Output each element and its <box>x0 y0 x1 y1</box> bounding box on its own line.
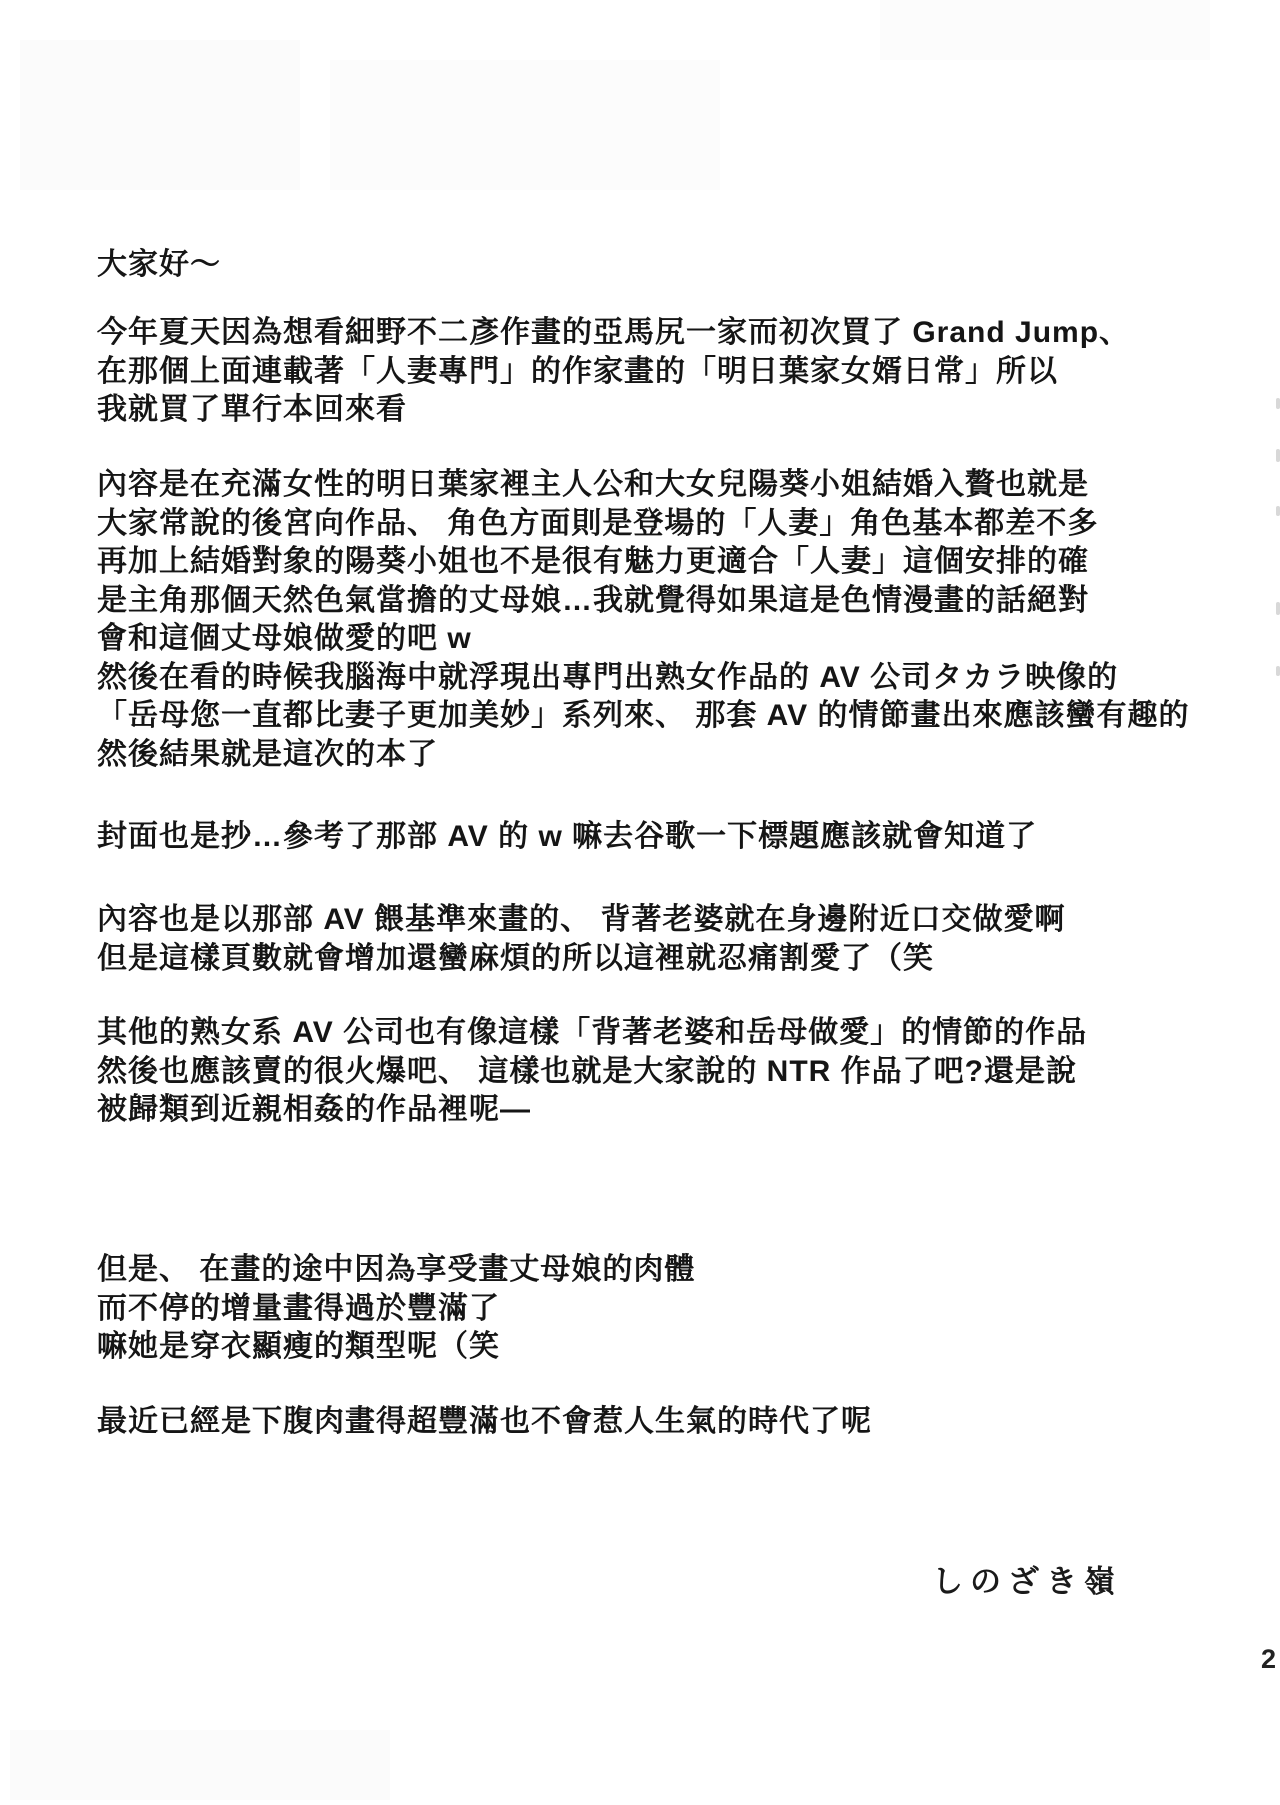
scan-bleed-artifact <box>10 1730 390 1800</box>
scan-bleed-artifact <box>330 60 720 190</box>
greeting-text: 大家好～ <box>97 248 221 281</box>
paragraph-purchase-story <box>97 314 1130 430</box>
text-line: 在那個上面連載著「人妻專門」的作家畫的「明日葉家女婿日常」所以 <box>97 354 1058 388</box>
text-line: 內容也是以那部 AV 餵基準來畫的、 背著老婆就在身邊附近口交做愛啊 <box>97 903 1066 936</box>
text-line: 會和這個丈母娘做愛的吧 w <box>97 622 472 655</box>
text-line: 但是這樣頁數就會增加還蠻麻煩的所以這裡就忍痛割愛了（笑 <box>97 941 934 975</box>
text-line: 我就買了單行本回來看 <box>97 393 407 426</box>
scan-edge-mark <box>1276 506 1280 516</box>
paragraph-drawing-note <box>97 1251 695 1367</box>
text-line: 被歸類到近親相姦的作品裡呢— <box>97 1093 531 1126</box>
scan-edge-mark <box>1276 602 1280 615</box>
paragraph-cover-note <box>97 818 1037 857</box>
greeting-paragraph <box>97 246 221 285</box>
scan-bleed-artifact <box>20 40 300 190</box>
scan-edge-mark <box>1276 666 1280 676</box>
text-line: 封面也是抄…參考了那部 AV 的 w 嘛去谷歌一下標題應該就會知道了 <box>97 820 1038 853</box>
text-line: 「岳母您一直都比妻子更加美妙」系列來、 那套 AV 的情節畫出來應該蠻有趣的 <box>97 699 1190 732</box>
scan-edge-mark <box>1276 398 1280 409</box>
paragraph-genre-note <box>97 1014 1087 1130</box>
text-line: 再加上結婚對象的陽葵小姐也不是很有魅力更適合「人妻」這個安排的確 <box>97 545 1089 578</box>
scan-bleed-artifact <box>880 0 1210 60</box>
text-line: 然後結果就是這次的本了 <box>97 737 438 771</box>
page-number: 2 <box>1261 1644 1277 1674</box>
scan-edge-mark <box>1276 449 1280 462</box>
paragraph-series-impressions <box>97 466 1189 774</box>
text-line: 嘛她是穿衣顯瘦的類型呢（笑 <box>97 1330 500 1363</box>
text-line: 大家常說的後宮向作品、 角色方面則是登場的「人妻」角色基本都差不多 <box>97 506 1099 540</box>
text-line: 最近已經是下腹肉畫得超豐滿也不會惹人生氣的時代了呢 <box>97 1405 872 1438</box>
author-signature: しのざき嶺 <box>932 1564 1122 1599</box>
text-line: 但是、 在畫的途中因為享受畫丈母娘的肉體 <box>97 1253 696 1286</box>
paragraph-closing-remark <box>97 1403 872 1442</box>
paragraph-content-note <box>97 901 1065 978</box>
text-line: 是主角那個天然色氣當擔的丈母娘…我就覺得如果這是色情漫畫的話絕對 <box>97 583 1089 617</box>
text-line: 而不停的增量畫得過於豐滿了 <box>97 1291 500 1325</box>
text-line: 然後也應該賣的很火爆吧、 這樣也就是大家說的 NTR 作品了吧?還是說 <box>97 1054 1077 1088</box>
text-line: 然後在看的時候我腦海中就浮現出專門出熟女作品的 AV 公司タカラ映像的 <box>97 660 1119 694</box>
text-line: 內容是在充滿女性的明日葉家裡主人公和大女兒陽葵小姐結婚入贅也就是 <box>97 468 1089 501</box>
text-line: 今年夏天因為想看細野不二彥作畫的亞馬尻一家而初次買了 Grand Jump、 <box>97 316 1131 349</box>
text-line: 其他的熟女系 AV 公司也有像這樣「背著老婆和岳母做愛」的情節的作品 <box>97 1016 1088 1049</box>
